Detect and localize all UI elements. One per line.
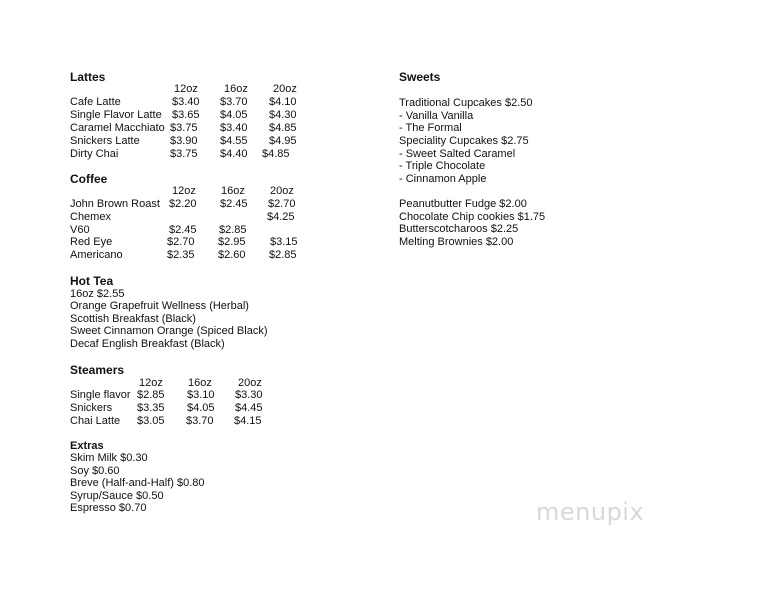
sweets-item: Chocolate Chip cookies $1.75 xyxy=(399,211,546,223)
lattes-size-20: 20oz xyxy=(273,83,297,95)
latte-item-price: $3.90 xyxy=(170,135,198,147)
latte-item-price: $3.75 xyxy=(170,122,198,134)
latte-item-price: $3.75 xyxy=(170,148,198,160)
extras-item: Syrup/Sauce $0.50 xyxy=(70,490,164,502)
steamers-size-20: 20oz xyxy=(238,377,262,389)
steamers-heading: Steamers xyxy=(70,363,125,377)
sweets-item: Melting Brownies $2.00 xyxy=(399,236,514,248)
latte-item-price: $4.30 xyxy=(269,109,297,121)
coffee-item-price: $2.95 xyxy=(218,236,246,248)
steamer-item-name: Single flavor xyxy=(70,389,131,401)
coffee-item-price: $2.45 xyxy=(220,198,248,210)
coffee-size-12: 12oz xyxy=(172,185,196,197)
extras-heading: Extras xyxy=(70,440,104,452)
latte-item-name: Single Flavor Latte xyxy=(70,109,162,121)
hot-tea-item: Sweet Cinnamon Orange (Spiced Black) xyxy=(70,325,268,337)
coffee-item-price: $2.60 xyxy=(218,249,246,261)
sweets-item: Speciality Cupcakes $2.75 xyxy=(399,135,529,147)
latte-item-price: $4.95 xyxy=(269,135,297,147)
sweets-sub-item: - Cinnamon Apple xyxy=(399,173,487,185)
sweets-item: Peanutbutter Fudge $2.00 xyxy=(399,198,527,210)
steamers-size-12: 12oz xyxy=(139,377,163,389)
lattes-size-16: 16oz xyxy=(224,83,248,95)
latte-item-price: $3.40 xyxy=(172,96,200,108)
steamer-item-price: $3.35 xyxy=(137,402,165,414)
sweets-item: Butterscotcharoos $2.25 xyxy=(399,223,519,235)
hot-tea-item: Decaf English Breakfast (Black) xyxy=(70,338,225,350)
steamer-item-name: Chai Latte xyxy=(70,415,121,427)
coffee-item-price: $3.15 xyxy=(270,236,298,248)
extras-item: Skim Milk $0.30 xyxy=(70,452,148,464)
coffee-size-20: 20oz xyxy=(270,185,294,197)
steamer-item-price: $4.15 xyxy=(234,415,262,427)
coffee-item-name: Chemex xyxy=(70,211,111,223)
coffee-item-price: $2.35 xyxy=(167,249,195,261)
sweets-heading: Sweets xyxy=(399,70,441,84)
steamer-item-price: $4.45 xyxy=(235,402,263,414)
latte-item-price: $3.40 xyxy=(220,122,248,134)
latte-item-price: $3.65 xyxy=(172,109,200,121)
latte-item-price: $4.85 xyxy=(262,148,290,160)
menupix-watermark: menupix xyxy=(536,498,645,526)
coffee-item-name: Red Eye xyxy=(70,236,113,248)
latte-item-price: $4.85 xyxy=(269,122,297,134)
hot-tea-item: 16oz $2.55 xyxy=(70,288,125,300)
latte-item-name: Caramel Macchiato xyxy=(70,122,165,134)
latte-item-price: $4.10 xyxy=(269,96,297,108)
steamer-item-name: Snickers xyxy=(70,402,113,414)
latte-item-price: $4.55 xyxy=(220,135,248,147)
latte-item-price: $3.70 xyxy=(220,96,248,108)
extras-item: Breve (Half-and-Half) $0.80 xyxy=(70,477,205,489)
coffee-item-price: $4.25 xyxy=(267,211,295,223)
steamer-item-price: $4.05 xyxy=(187,402,215,414)
latte-item-name: Cafe Latte xyxy=(70,96,121,108)
hot-tea-heading: Hot Tea xyxy=(70,274,114,288)
coffee-item-price: $2.70 xyxy=(268,198,296,210)
coffee-item-name: V60 xyxy=(70,224,90,236)
sweets-sub-item: - Sweet Salted Caramel xyxy=(399,148,516,160)
steamer-item-price: $2.85 xyxy=(137,389,165,401)
latte-item-price: $4.05 xyxy=(220,109,248,121)
lattes-heading: Lattes xyxy=(70,70,106,84)
coffee-item-price: $2.85 xyxy=(269,249,297,261)
coffee-item-name: Americano xyxy=(70,249,123,261)
steamer-item-price: $3.05 xyxy=(137,415,165,427)
coffee-item-name: John Brown Roast xyxy=(70,198,160,210)
sweets-sub-item: - The Formal xyxy=(399,122,462,134)
extras-item: Soy $0.60 xyxy=(70,465,120,477)
hot-tea-item: Orange Grapefruit Wellness (Herbal) xyxy=(70,300,249,312)
sweets-sub-item: - Vanilla Vanilla xyxy=(399,110,474,122)
latte-item-price: $4.40 xyxy=(220,148,248,160)
extras-item: Espresso $0.70 xyxy=(70,502,147,514)
coffee-item-price: $2.45 xyxy=(169,224,197,236)
coffee-size-16: 16oz xyxy=(221,185,245,197)
latte-item-name: Snickers Latte xyxy=(70,135,140,147)
coffee-item-price: $2.20 xyxy=(169,198,197,210)
coffee-item-price: $2.85 xyxy=(219,224,247,236)
steamer-item-price: $3.30 xyxy=(235,389,263,401)
steamer-item-price: $3.10 xyxy=(187,389,215,401)
hot-tea-item: Scottish Breakfast (Black) xyxy=(70,313,196,325)
steamer-item-price: $3.70 xyxy=(186,415,214,427)
lattes-size-12: 12oz xyxy=(174,83,198,95)
sweets-item: Traditional Cupcakes $2.50 xyxy=(399,97,533,109)
coffee-item-price: $2.70 xyxy=(167,236,195,248)
sweets-sub-item: - Triple Chocolate xyxy=(399,160,486,172)
latte-item-name: Dirty Chai xyxy=(70,148,119,160)
coffee-heading: Coffee xyxy=(70,172,108,186)
steamers-size-16: 16oz xyxy=(188,377,212,389)
